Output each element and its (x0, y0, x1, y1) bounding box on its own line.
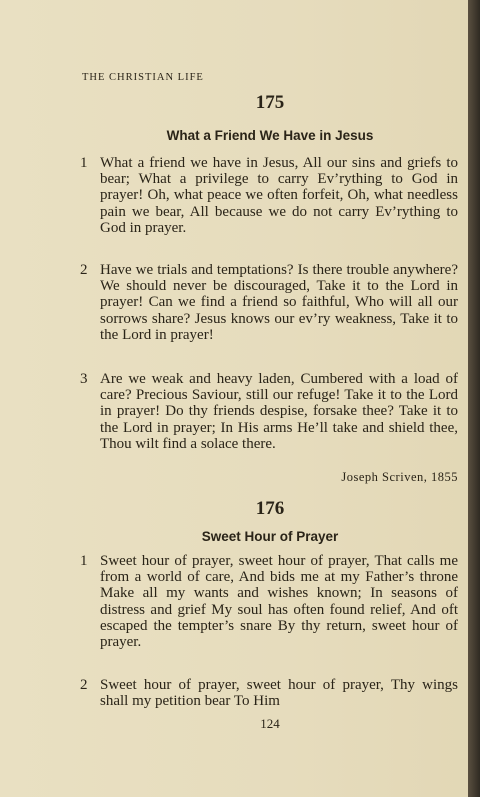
verse-number: 1 (80, 155, 88, 171)
verse-number: 2 (80, 262, 88, 278)
verse-text: Sweet hour of prayer, sweet hour of prayer, That calls me from a world of care, And bids me at my Father’s throne Make all my wants and wishes known; In seasons of distress and grief My soul has often found relief, And oft escaped the tempter’s snare By thy return, sweet hour of prayer. (100, 553, 458, 651)
running-head: THE CHRISTIAN LIFE (82, 72, 204, 83)
attribution: Joseph Scriven, 1855 (341, 470, 458, 484)
hymn-number-175: 175 (255, 92, 285, 113)
verse-number: 1 (80, 553, 88, 569)
verse-text: Have we trials and temptations? Is there trouble anywhere? We should never be discouraged, Take it to the Lord in prayer! Can we find a friend so faithful, Who will all our sorrows share? Jesus knows our ev’ry weakness, Take it to the Lord in prayer! (100, 262, 458, 343)
verse-number: 3 (80, 371, 88, 387)
verse-number: 2 (80, 677, 88, 693)
hymn-title-175: What a Friend We Have in Jesus (166, 128, 374, 143)
page-edge-shadow (468, 0, 480, 797)
hymn-number-176: 176 (255, 498, 285, 519)
verse-text: Are we weak and heavy laden, Cumbered with a load of care? Precious Saviour, still our refuge! Take it to the Lord in prayer! Do thy friends despise, forsake thee? Take it to the Lord in prayer; In His arms He’ll take and shield thee, Thou wilt find a solace there. (100, 371, 458, 452)
page-number: 124 (260, 716, 280, 731)
verse-text: Sweet hour of prayer, sweet hour of prayer, Thy wings shall my petition bear To Him (100, 677, 458, 710)
hymn-title-176: Sweet Hour of Prayer (201, 529, 339, 544)
verse-text: What a friend we have in Jesus, All our sins and griefs to bear; What a privilege to carry Ev’rything to God in prayer! Oh, what peace we often forfeit, Oh, what needless pain we bear, All because we do not carry Ev’rything to God in prayer. (100, 155, 458, 236)
